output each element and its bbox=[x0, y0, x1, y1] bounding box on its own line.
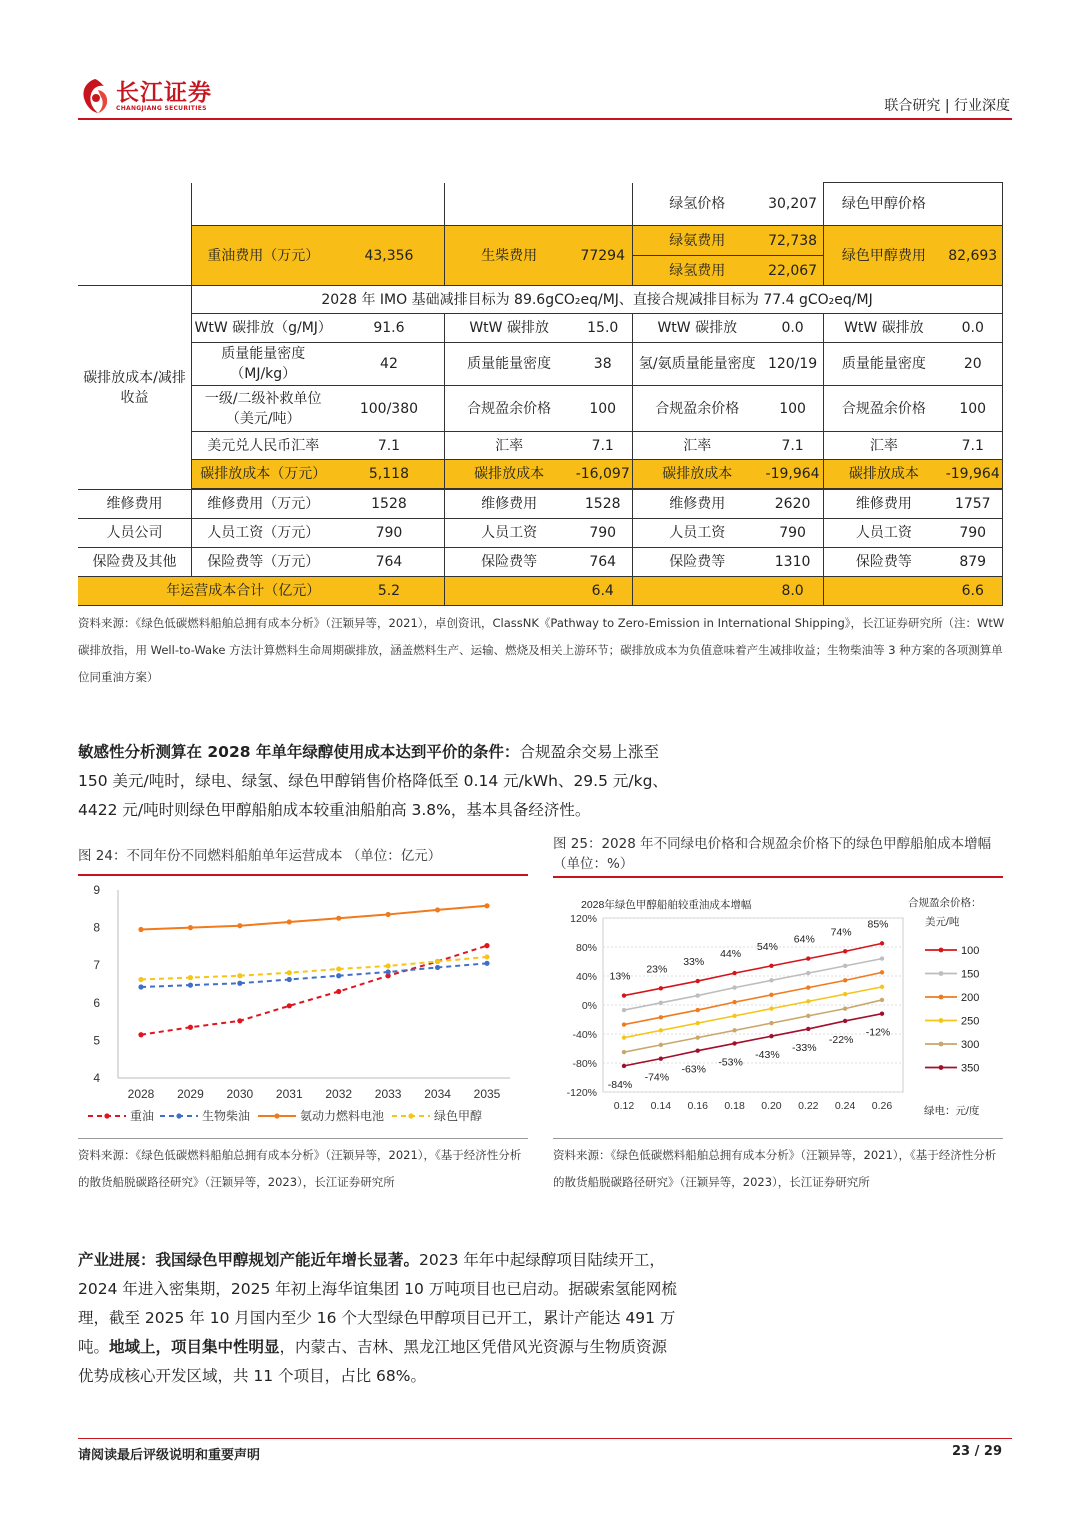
x-tick-label: 2031 bbox=[275, 1087, 303, 1101]
data-point bbox=[622, 1008, 626, 1012]
table-source-note: 资料来源：《绿色低碳燃料船舶总拥有成本分析》（汪颖异等，2021），卓创资讯，ClassNK《Pathway to Zero-Emission in International Shipping》，长江证券研究所（注：WtW 碳排放指，用 Well-to-Wake 方法计算燃料生命周期碳排放，涵盖燃料生产、运输、燃烧及相关上游环节；碳排放成本为负值意味着产生减排收益；生物柴油等 3 种方案的各项测算单位同重油方案） bbox=[78, 616, 1005, 684]
data-point bbox=[622, 1050, 626, 1054]
data-point bbox=[188, 975, 193, 980]
data-point bbox=[287, 1003, 292, 1008]
data-point bbox=[386, 912, 391, 917]
table-row bbox=[78, 386, 1003, 432]
table-cell: WtW 碳排放 bbox=[444, 314, 574, 343]
table-cell: 2620 bbox=[762, 490, 824, 519]
disclaimer-note: 请阅读最后评级说明和重要声明 bbox=[78, 1448, 261, 1463]
y-tick-label: 6 bbox=[93, 995, 100, 1010]
data-point bbox=[484, 943, 489, 948]
footer-rule bbox=[78, 1438, 1012, 1439]
data-point bbox=[138, 984, 143, 989]
table-cell: 1310 bbox=[762, 548, 824, 577]
data-point bbox=[622, 1022, 626, 1026]
table-cell: WtW 碳排放 bbox=[632, 314, 762, 343]
table-cell: 790 bbox=[762, 519, 824, 548]
data-label: -53% bbox=[718, 1056, 743, 1069]
table-cell: 人员工资 bbox=[444, 519, 574, 548]
total-value: 6.4 bbox=[574, 577, 633, 606]
data-point bbox=[484, 954, 489, 959]
figure-24-source: 资料来源：《绿色低碳燃料船舶总拥有成本分析》（汪颖异等，2021），《基于经济性分析的散货船脱碳路径研究》（汪颖异等，2023），长江证券研究所 bbox=[78, 1148, 522, 1189]
data-point bbox=[843, 1019, 847, 1023]
table-cell: 790 bbox=[574, 519, 633, 548]
y-tick-label: 9 bbox=[93, 883, 100, 897]
table-cell: 1528 bbox=[574, 490, 633, 519]
table-cell: 氢/氨质量能量密度 bbox=[632, 343, 762, 386]
legend-marker bbox=[176, 1113, 181, 1118]
green-ammonia-cost-label: 绿氨费用 bbox=[632, 226, 762, 256]
data-point bbox=[732, 1041, 736, 1045]
data-point bbox=[696, 1021, 700, 1025]
y-tick-label: 0% bbox=[581, 1000, 597, 1012]
data-point bbox=[880, 956, 884, 960]
data-label: -84% bbox=[607, 1078, 633, 1091]
legend-unit: 美元/吨 bbox=[925, 916, 960, 928]
total-row bbox=[78, 577, 1003, 606]
data-point bbox=[237, 981, 242, 986]
data-label: -33% bbox=[792, 1041, 817, 1054]
legend-label: 150 bbox=[961, 968, 980, 981]
table-cell: 7.1 bbox=[762, 432, 824, 460]
data-point bbox=[696, 1035, 700, 1039]
x-tick-label: 0.20 bbox=[761, 1100, 782, 1112]
data-point bbox=[659, 1028, 663, 1032]
x-tick-label: 0.16 bbox=[687, 1100, 708, 1112]
legend-marker bbox=[274, 1113, 279, 1118]
sensitivity-paragraph bbox=[78, 738, 718, 825]
legend-label: 250 bbox=[961, 1015, 980, 1028]
data-point bbox=[659, 1043, 663, 1047]
table-cell: 100 bbox=[943, 386, 1002, 432]
legend-label: 300 bbox=[961, 1039, 980, 1051]
table-cell: 汇率 bbox=[824, 432, 944, 460]
table-cell: 质量能量密度 bbox=[824, 343, 944, 386]
green-h2-cost-value: 22,067 bbox=[762, 256, 824, 286]
table-cell: 维修费用 bbox=[632, 490, 762, 519]
legend-label: 绿色甲醇 bbox=[434, 1109, 483, 1123]
table-cell: 合规盈余价格 bbox=[632, 386, 762, 432]
data-point bbox=[880, 970, 884, 974]
series-line bbox=[141, 946, 487, 1035]
data-label: 85% bbox=[867, 918, 889, 931]
fuel-oil-cost-value: 43,356 bbox=[334, 226, 444, 286]
table-cell: 一级/二级补救单位（美元/吨） bbox=[192, 386, 335, 432]
table-cell: -16,097 bbox=[574, 460, 633, 489]
green-h2-price-label: 绿氢价格 bbox=[632, 183, 762, 226]
legend-marker bbox=[408, 1113, 413, 1118]
figure-24-chart bbox=[78, 876, 530, 1134]
total-label: 年运营成本合计（亿元） bbox=[78, 577, 334, 606]
table-cell: 质量能量密度 bbox=[444, 343, 574, 386]
x-tick-label: 2032 bbox=[325, 1087, 353, 1101]
data-point bbox=[843, 978, 847, 982]
industry-progress-paragraph bbox=[78, 1246, 698, 1391]
table-cell: 5,118 bbox=[334, 460, 444, 489]
table-cell: 碳排放成本 bbox=[444, 460, 574, 489]
table-cell: 保险费等 bbox=[824, 548, 944, 577]
table-cell: 保险费等 bbox=[444, 548, 574, 577]
y-tick-label: 80% bbox=[575, 942, 597, 954]
data-point bbox=[732, 1028, 736, 1032]
y-tick-label: 40% bbox=[575, 971, 597, 983]
table-cell: 7.1 bbox=[943, 432, 1002, 460]
data-point bbox=[622, 1035, 626, 1039]
data-label: 13% bbox=[609, 970, 631, 983]
table-cell: 汇率 bbox=[632, 432, 762, 460]
green-ammonia-cost-value: 72,738 bbox=[762, 226, 824, 256]
paragraph-text: 理，截至 2025 年 10 月国内至少 16 个大型绿色甲醇项目已开工，累计产能达 491 万 bbox=[78, 1309, 676, 1327]
table-row bbox=[78, 548, 1003, 577]
table-cell: 764 bbox=[574, 548, 633, 577]
imo-target-note: 2028 年 IMO 基础减排目标为 89.6gCO₂eq/MJ、直接合规减排目标为 77.4 gCO₂eq/MJ bbox=[192, 286, 1003, 314]
legend-marker bbox=[939, 995, 944, 1000]
table-cell: 维修费用 bbox=[444, 490, 574, 519]
table-cell: -19,964 bbox=[943, 460, 1002, 489]
table-row bbox=[78, 343, 1003, 386]
data-point bbox=[732, 985, 736, 989]
data-point bbox=[843, 992, 847, 996]
legend-marker bbox=[939, 1065, 944, 1070]
table-cell: 120/19 bbox=[762, 343, 824, 386]
biodiesel-cost-value: 77294 bbox=[574, 226, 633, 286]
table-cell: 0.0 bbox=[762, 314, 824, 343]
logo-chinese-name: 长江证券 bbox=[116, 79, 212, 106]
y-tick-label: -120% bbox=[566, 1087, 597, 1099]
x-tick-label: 2035 bbox=[473, 1087, 501, 1101]
data-label: -74% bbox=[644, 1071, 670, 1084]
data-point bbox=[806, 956, 810, 960]
table-cell: 碳排放成本 bbox=[632, 460, 762, 489]
table-cell: WtW 碳排放（g/MJ） bbox=[192, 314, 335, 343]
figure-rule bbox=[78, 1138, 528, 1139]
data-point bbox=[732, 1000, 736, 1004]
table-cell: 维修费用 bbox=[78, 490, 192, 519]
x-tick-label: 2034 bbox=[424, 1087, 451, 1101]
paragraph-text: 吨。 bbox=[78, 1338, 110, 1356]
data-point bbox=[880, 941, 884, 945]
y-tick-label: 7 bbox=[93, 958, 100, 973]
table-cell: 7.1 bbox=[334, 432, 444, 460]
table-cell: 人员公司 bbox=[78, 519, 192, 548]
region-lead: 地域上，项目集中性明显 bbox=[109, 1338, 280, 1356]
x-tick-label: 0.12 bbox=[613, 1100, 635, 1112]
table-cell: 人员工资 bbox=[632, 519, 762, 548]
table-cell: 合规盈余价格 bbox=[444, 386, 574, 432]
data-point bbox=[732, 1014, 736, 1018]
data-point bbox=[188, 1025, 193, 1030]
y-tick-label: 5 bbox=[93, 1033, 100, 1048]
data-point bbox=[484, 903, 489, 908]
paragraph-text: 合规盈余交易上涨至 bbox=[519, 743, 659, 761]
table-cell: 人员工资（万元） bbox=[192, 519, 335, 548]
table-row bbox=[78, 519, 1003, 548]
data-point bbox=[806, 1014, 810, 1018]
y-tick-label: -40% bbox=[572, 1029, 597, 1041]
data-point bbox=[659, 1001, 663, 1005]
paragraph-text: 4422 元/吨时则绿色甲醇船舶成本较重油船舶高 3.8%，基本具备经济性。 bbox=[78, 801, 591, 819]
y-tick-label: 120% bbox=[570, 913, 597, 925]
data-point bbox=[769, 1034, 773, 1038]
table-cell: 碳排放成本 bbox=[824, 460, 944, 489]
table-cell: 维修费用（万元） bbox=[192, 490, 335, 519]
green-h2-price-value: 30,207 bbox=[762, 183, 824, 226]
x-tick-label: 2028 bbox=[127, 1087, 155, 1101]
data-point bbox=[336, 973, 341, 978]
table-cell: 91.6 bbox=[334, 314, 444, 343]
table-cell: 质量能量密度（MJ/kg） bbox=[192, 343, 335, 386]
chart-inner-title: 2028年绿色甲醇船舶较重油成本增幅 bbox=[581, 899, 752, 911]
x-tick-label: 0.24 bbox=[834, 1100, 856, 1112]
cell-empty bbox=[192, 183, 444, 226]
data-point bbox=[287, 977, 292, 982]
data-point bbox=[806, 1027, 810, 1031]
data-point bbox=[696, 993, 700, 997]
cell-empty bbox=[444, 183, 632, 226]
legend-marker bbox=[939, 1042, 944, 1047]
data-point bbox=[237, 923, 242, 928]
data-point bbox=[732, 971, 736, 975]
data-label: 44% bbox=[720, 948, 742, 961]
data-point bbox=[336, 989, 341, 994]
table-cell: 保险费及其他 bbox=[78, 548, 192, 577]
table-cell: 1757 bbox=[943, 490, 1002, 519]
data-point bbox=[769, 993, 773, 997]
table-cell: 100/380 bbox=[334, 386, 444, 432]
total-value: 6.6 bbox=[943, 577, 1002, 606]
page-number: 23 / 29 bbox=[952, 1444, 1002, 1459]
data-point bbox=[806, 971, 810, 975]
x-tick-label: 0.18 bbox=[724, 1100, 745, 1112]
data-point bbox=[622, 1064, 626, 1068]
data-point bbox=[435, 959, 440, 964]
total-value: 8.0 bbox=[762, 577, 824, 606]
legend-marker bbox=[104, 1113, 109, 1118]
paragraph-text: 2024 年进入密集期，2025 年初上海华谊集团 10 万吨项目也已启动。据碳索氢能网梳 bbox=[78, 1280, 677, 1298]
data-point bbox=[188, 983, 193, 988]
table-cell: 790 bbox=[943, 519, 1002, 548]
header-rule bbox=[78, 118, 1012, 120]
table-cell: 合规盈余价格 bbox=[824, 386, 944, 432]
data-point bbox=[696, 1048, 700, 1052]
x-tick-label: 0.22 bbox=[798, 1100, 819, 1112]
paragraph-text: 2023 年年中起绿醇项目陆续开工， bbox=[419, 1251, 665, 1269]
data-label: -12% bbox=[865, 1026, 891, 1039]
legend-label: 生物柴油 bbox=[202, 1109, 251, 1123]
legend-label: 重油 bbox=[130, 1109, 155, 1123]
table-cell: 38 bbox=[574, 343, 633, 386]
data-point bbox=[287, 919, 292, 924]
y-tick-label: -80% bbox=[572, 1058, 597, 1070]
data-label: 64% bbox=[793, 933, 815, 946]
green-methanol-price-label: 绿色甲醇价格 bbox=[824, 183, 944, 226]
data-point bbox=[659, 1056, 663, 1060]
fuel-oil-cost-label: 重油费用（万元） bbox=[192, 226, 335, 286]
data-point bbox=[769, 964, 773, 968]
x-tick-label: 2030 bbox=[226, 1087, 254, 1101]
table-cell: 20 bbox=[943, 343, 1002, 386]
table-cell: 汇率 bbox=[444, 432, 574, 460]
data-point bbox=[696, 979, 700, 983]
green-h2-cost-label: 绿氢费用 bbox=[632, 256, 762, 286]
data-point bbox=[769, 1006, 773, 1010]
table-cell: 42 bbox=[334, 343, 444, 386]
legend-label: 100 bbox=[961, 945, 980, 957]
table-cell: 7.1 bbox=[574, 432, 633, 460]
figure-25-chart bbox=[553, 878, 1005, 1134]
industry-progress-lead: 产业进展：我国绿色甲醇规划产能近年增长显著。 bbox=[78, 1251, 420, 1269]
data-point bbox=[880, 985, 884, 989]
legend-label: 氨动力燃料电池 bbox=[300, 1109, 385, 1123]
data-point bbox=[659, 1015, 663, 1019]
data-point bbox=[188, 925, 193, 930]
data-point bbox=[696, 1008, 700, 1012]
table-cell: WtW 碳排放 bbox=[824, 314, 944, 343]
y-tick-label: 8 bbox=[93, 920, 100, 935]
data-point bbox=[843, 949, 847, 953]
table-cell: 0.0 bbox=[943, 314, 1002, 343]
data-point bbox=[880, 998, 884, 1002]
data-label: 74% bbox=[830, 926, 852, 939]
legend-marker bbox=[939, 1018, 944, 1023]
table-row bbox=[78, 432, 1003, 460]
cost-table bbox=[78, 182, 1003, 606]
x-tick-label: 0.26 bbox=[871, 1100, 893, 1112]
table-cell: 美元兑人民币汇率 bbox=[192, 432, 335, 460]
table-cell: -19,964 bbox=[762, 460, 824, 489]
biodiesel-cost-label: 生柴费用 bbox=[444, 226, 574, 286]
figure-24-title: 图 24：不同年份不同燃料船舶单年运营成本 （单位：亿元） bbox=[78, 848, 442, 864]
data-point bbox=[622, 993, 626, 997]
table-cell: 保险费等（万元） bbox=[192, 548, 335, 577]
data-label: 23% bbox=[646, 963, 668, 976]
legend-title: 合规盈余价格： bbox=[908, 897, 982, 909]
data-label: -43% bbox=[755, 1049, 780, 1062]
data-point bbox=[880, 1012, 884, 1016]
data-label: 33% bbox=[683, 956, 705, 969]
sensitivity-lead: 敏感性分析测算在 2028 年单年绿醇使用成本达到平价的条件： bbox=[78, 743, 520, 761]
table-cell: 1528 bbox=[334, 490, 444, 519]
data-label: -22% bbox=[828, 1033, 854, 1046]
table-cell: 879 bbox=[943, 548, 1002, 577]
brand-logo bbox=[78, 76, 212, 116]
paragraph-text: 优势成核心开发区域，共 11 个项目，占比 68%。 bbox=[78, 1367, 426, 1385]
x-tick-label: 2029 bbox=[177, 1087, 204, 1101]
data-point bbox=[138, 1032, 143, 1037]
paragraph-text: ，内蒙古、吉林、黑龙江地区凭借风光资源与生物质资源 bbox=[279, 1338, 668, 1356]
data-point bbox=[843, 964, 847, 968]
data-point bbox=[806, 999, 810, 1003]
data-point bbox=[806, 985, 810, 989]
data-point bbox=[237, 1018, 242, 1023]
data-point bbox=[484, 961, 489, 966]
legend-label: 350 bbox=[961, 1062, 980, 1075]
table-cell: 维修费用 bbox=[824, 490, 944, 519]
table-cell: 100 bbox=[762, 386, 824, 432]
table-cell: 人员工资 bbox=[824, 519, 944, 548]
table-row bbox=[78, 490, 1003, 519]
table-cell: 15.0 bbox=[574, 314, 633, 343]
table-cell: 790 bbox=[334, 519, 444, 548]
x-axis-label: 绿电：元/度 bbox=[924, 1105, 980, 1117]
carbon-group-label: 碳排放成本/减排收益 bbox=[78, 286, 192, 490]
data-point bbox=[769, 978, 773, 982]
data-point bbox=[386, 969, 391, 974]
data-point bbox=[386, 963, 391, 968]
carbon-cost-row bbox=[78, 460, 1003, 489]
data-point bbox=[769, 1021, 773, 1025]
data-point bbox=[138, 927, 143, 932]
green-methanol-cost-value: 82,693 bbox=[943, 226, 1002, 286]
legend-label: 200 bbox=[961, 992, 980, 1004]
figure-rule bbox=[553, 1138, 1003, 1139]
table-cell: 100 bbox=[574, 386, 633, 432]
data-point bbox=[138, 977, 143, 982]
dragon-logo-icon bbox=[78, 76, 112, 116]
data-point bbox=[336, 966, 341, 971]
data-point bbox=[287, 970, 292, 975]
figure-25-title: 图 25：2028 年不同绿电价格和合规盈余价格下的绿色甲醇船舶成本增幅（单位：%） bbox=[553, 836, 992, 872]
data-point bbox=[435, 907, 440, 912]
data-point bbox=[435, 965, 440, 970]
logo-english-name: CHANGJIANG SECURITIES bbox=[116, 104, 207, 112]
table-row bbox=[78, 314, 1003, 343]
data-label: 54% bbox=[756, 940, 778, 953]
legend-marker bbox=[939, 948, 944, 953]
report-section: 联合研究 | 行业深度 bbox=[884, 98, 1010, 114]
x-tick-label: 0.14 bbox=[650, 1100, 672, 1112]
table-cell: 保险费等 bbox=[632, 548, 762, 577]
data-point bbox=[237, 973, 242, 978]
table-cell: 碳排放成本（万元） bbox=[192, 460, 335, 489]
table-cell: 764 bbox=[334, 548, 444, 577]
data-label: -63% bbox=[681, 1063, 706, 1076]
data-point bbox=[843, 1006, 847, 1010]
figure-25-source: 资料来源：《绿色低碳燃料船舶总拥有成本分析》（汪颖异等，2021），《基于经济性分析的散货船脱碳路径研究》（汪颖异等，2023），长江证券研究所 bbox=[553, 1148, 997, 1189]
paragraph-text: 150 美元/吨时，绿电、绿氢、绿色甲醇销售价格降低至 0.14 元/kWh、29.5 元/kg、 bbox=[78, 772, 668, 790]
data-point bbox=[336, 916, 341, 921]
legend-marker bbox=[939, 971, 944, 976]
x-tick-label: 2033 bbox=[374, 1087, 402, 1101]
y-tick-label: 4 bbox=[93, 1071, 100, 1085]
total-value: 5.2 bbox=[334, 577, 444, 606]
data-point bbox=[659, 986, 663, 990]
green-methanol-cost-label: 绿色甲醇费用 bbox=[824, 226, 944, 286]
